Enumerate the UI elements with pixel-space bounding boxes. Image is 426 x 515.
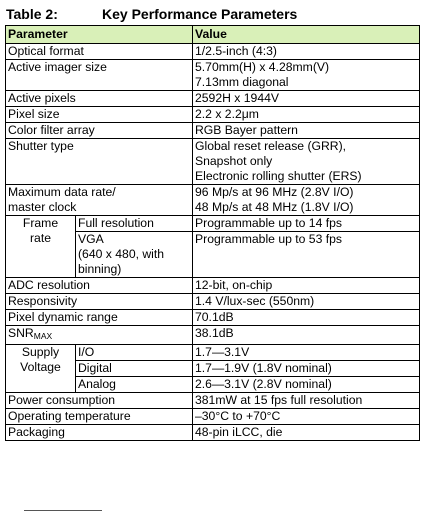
header-row bbox=[6, 26, 420, 44]
label-line: master clock bbox=[8, 200, 77, 214]
header-value: Value bbox=[193, 26, 420, 44]
param-value: 12-bit, on-chip bbox=[193, 278, 420, 294]
param-value: 2.2 x 2.2μm bbox=[193, 107, 420, 123]
row-responsivity bbox=[6, 294, 420, 310]
row-packaging bbox=[6, 425, 420, 441]
param-sublabel: I/O bbox=[76, 345, 193, 361]
param-value: 48-pin iLCC, die bbox=[193, 425, 420, 441]
label-line: rate bbox=[29, 231, 51, 245]
param-value: 1.7—3.1V bbox=[193, 345, 420, 361]
param-label: Color filter array bbox=[6, 123, 193, 139]
label-line: binning) bbox=[78, 262, 122, 276]
row-adc-resolution bbox=[6, 278, 420, 294]
param-value: 2.6—3.1V (2.8V nominal) bbox=[193, 377, 420, 393]
snr-subscript: MAX bbox=[33, 331, 53, 341]
label-line: VGA bbox=[78, 232, 104, 246]
param-value: 1/2.5-inch (4:3) bbox=[193, 44, 420, 60]
table-title: Key Performance Parameters bbox=[102, 6, 298, 22]
footnote-divider bbox=[24, 510, 102, 511]
row-active-imager-size bbox=[6, 60, 420, 91]
param-value bbox=[193, 139, 420, 185]
value-line: Electronic rolling shutter (ERS) bbox=[195, 169, 362, 183]
param-label: Power consumption bbox=[6, 393, 193, 409]
param-value bbox=[193, 60, 420, 91]
row-frame-rate-full bbox=[6, 216, 420, 232]
label-line: Maximum data rate/ bbox=[8, 185, 116, 199]
param-label: Pixel size bbox=[6, 107, 193, 123]
table-caption bbox=[6, 4, 297, 24]
param-value: –30°C to +70°C bbox=[193, 409, 420, 425]
value-line: 96 Mp/s at 96 MHz (2.8V I/O) bbox=[195, 185, 354, 199]
param-sublabel bbox=[76, 232, 193, 278]
param-label: Packaging bbox=[6, 425, 193, 441]
snr-label: SNR bbox=[8, 326, 34, 340]
row-pixel-size bbox=[6, 107, 420, 123]
param-label: Active imager size bbox=[6, 60, 193, 91]
label-line: Supply bbox=[21, 345, 60, 359]
row-supply-io bbox=[6, 345, 420, 361]
row-power-consumption bbox=[6, 393, 420, 409]
param-value: 1.4 V/lux-sec (550nm) bbox=[193, 294, 420, 310]
row-color-filter-array bbox=[6, 123, 420, 139]
param-value: RGB Bayer pattern bbox=[193, 123, 420, 139]
row-max-data-rate bbox=[6, 185, 420, 216]
param-label: Shutter type bbox=[6, 139, 193, 185]
param-value: Programmable up to 14 fps bbox=[193, 216, 420, 232]
param-group-label bbox=[6, 345, 76, 393]
param-value: 381mW at 15 fps full resolution bbox=[193, 393, 420, 409]
value-line: 7.13mm diagonal bbox=[195, 75, 289, 89]
param-label: Optical format bbox=[6, 44, 193, 60]
param-sublabel: Analog bbox=[76, 377, 193, 393]
param-sublabel: Digital bbox=[76, 361, 193, 377]
header-parameter: Parameter bbox=[6, 26, 193, 44]
param-value: 38.1dB bbox=[193, 326, 420, 345]
param-label bbox=[6, 185, 193, 216]
row-active-pixels bbox=[6, 91, 420, 107]
param-label: Operating temperature bbox=[6, 409, 193, 425]
param-value: Programmable up to 53 fps bbox=[193, 232, 420, 278]
param-sublabel: Full resolution bbox=[76, 216, 193, 232]
value-line: 48 Mp/s at 48 MHz (1.8V I/O) bbox=[195, 200, 354, 214]
value-line: 5.70mm(H) x 4.28mm(V) bbox=[195, 60, 330, 74]
label-line: (640 x 480, with bbox=[78, 247, 165, 261]
param-label: Active pixels bbox=[6, 91, 193, 107]
param-label: ADC resolution bbox=[6, 278, 193, 294]
row-shutter-type bbox=[6, 139, 420, 185]
label-line: Frame bbox=[22, 216, 59, 230]
key-performance-table bbox=[5, 25, 420, 441]
row-snr-max bbox=[6, 326, 420, 345]
param-label: Pixel dynamic range bbox=[6, 310, 193, 326]
param-label: Responsivity bbox=[6, 294, 193, 310]
param-label bbox=[6, 326, 193, 345]
label-line: Voltage bbox=[20, 360, 61, 374]
value-line: Global reset release (GRR), bbox=[195, 139, 347, 153]
param-group-label bbox=[6, 216, 76, 278]
table-number: Table 2: bbox=[6, 6, 58, 22]
param-value: 2592H x 1944V bbox=[193, 91, 420, 107]
param-value: 70.1dB bbox=[193, 310, 420, 326]
row-optical-format bbox=[6, 44, 420, 60]
param-value: 1.7—1.9V (1.8V nominal) bbox=[193, 361, 420, 377]
value-line: Snapshot only bbox=[195, 154, 273, 168]
row-pixel-dynamic-range bbox=[6, 310, 420, 326]
row-operating-temperature bbox=[6, 409, 420, 425]
param-value bbox=[193, 185, 420, 216]
